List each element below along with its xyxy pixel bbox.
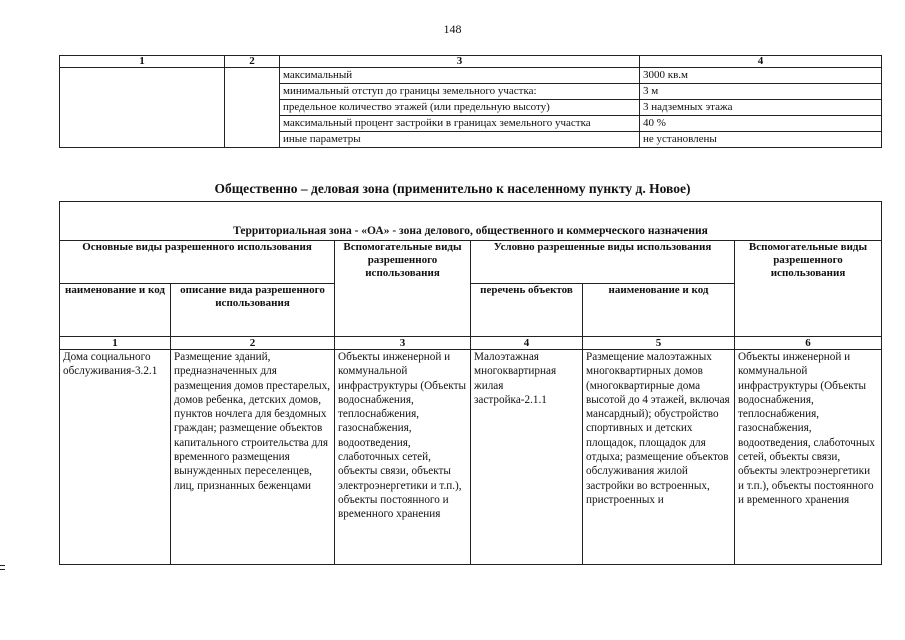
parameters-table [59,55,882,148]
param-name: минимальный отступ до границы земельного участка: [280,84,640,100]
column-number: 5 [583,337,735,350]
zone-table [59,201,882,565]
column-number-row [60,337,882,350]
table-header-row [60,56,882,68]
subheader-name-code: наименование и код [60,284,171,337]
group-header-aux1: Вспомогательные виды разрешенного использования [335,241,471,337]
subheader-objects: перечень объектов [471,284,583,337]
group-header-conditional: Условно разрешенные виды использования [471,241,735,284]
param-name: максимальный [280,68,640,84]
param-value: 3000 кв.м [640,68,882,84]
column-number: 4 [471,337,583,350]
empty-cell [225,68,280,148]
param-name: предельное количество этажей (или предельную высоту) [280,100,640,116]
table-row [60,350,882,565]
column-number: 1 [60,337,171,350]
param-name: иные параметры [280,132,640,148]
column-number: 6 [735,337,882,350]
param-value: не установлены [640,132,882,148]
zone-title: Территориальная зона - «ОА» - зона делового, общественного и коммерческого назначения [60,202,882,241]
cell-name-code: Дома социального обслуживания-3.2.1 [60,350,171,565]
cell-name-code: Малоэтажная многоквартирная жилая застройка-2.1.1 [471,350,583,565]
page-number: 148 [443,22,462,36]
subheader-description: описание вида разрешенного использования [171,284,335,337]
subheader-name-code: наименование и код [583,284,735,337]
param-value: 40 % [640,116,882,132]
param-value: 3 надземных этажа [640,100,882,116]
cell-objects: Объекты инженерной и коммунальной инфраструктуры (Объекты водоснабжения, теплоснабжения, газоснабжения, водоотведения, слаботочных сетей, объекты связи, объекты электроэнергетики и т.п.), объекты постоянного и временного хранения [335,350,471,565]
group-header-row [60,241,882,284]
column-header: 2 [225,56,280,68]
cell-objects: Объекты инженерной и коммунальной инфраструктуры (Объекты водоснабжения, теплоснабжения, газоснабжения, водоотведения, слаботочных сетей, объекты связи, объекты электроэнергетики и т.п.), объекты постоянного и временного хранения [735,350,882,565]
column-header: 1 [60,56,225,68]
margin-mark [0,565,5,566]
group-header-main: Основные виды разрешенного использования [60,241,335,284]
column-header: 3 [280,56,640,68]
empty-cell [60,68,225,148]
column-number: 3 [335,337,471,350]
group-header-aux2: Вспомогательные виды разрешенного использования [735,241,882,337]
table-row [60,68,882,84]
section-title: Общественно – деловая зона (применительно к населенному пункту д. Новое) [214,181,691,196]
param-value: 3 м [640,84,882,100]
cell-description: Размещение зданий, предназначенных для размещения домов престарелых, домов ребенка, детских домов, пунктов ночлега для бездомных граждан; размещение объектов капитального строительства для временного размещения вынужденных переселенцев, лиц, признанных беженцами [171,350,335,565]
zone-title-row [60,202,882,241]
column-header: 4 [640,56,882,68]
param-name: максимальный процент застройки в границах земельного участка [280,116,640,132]
column-number: 2 [171,337,335,350]
cell-description: Размещение малоэтажных многоквартирных домов (многоквартирные дома высотой до 4 этажей, включая мансардный); обустройство спортивных и детских площадок, площадок для отдыха; размещение объектов обслуживания жилой застройки во встроенных, пристроенных и [583,350,735,565]
margin-mark [0,569,5,570]
